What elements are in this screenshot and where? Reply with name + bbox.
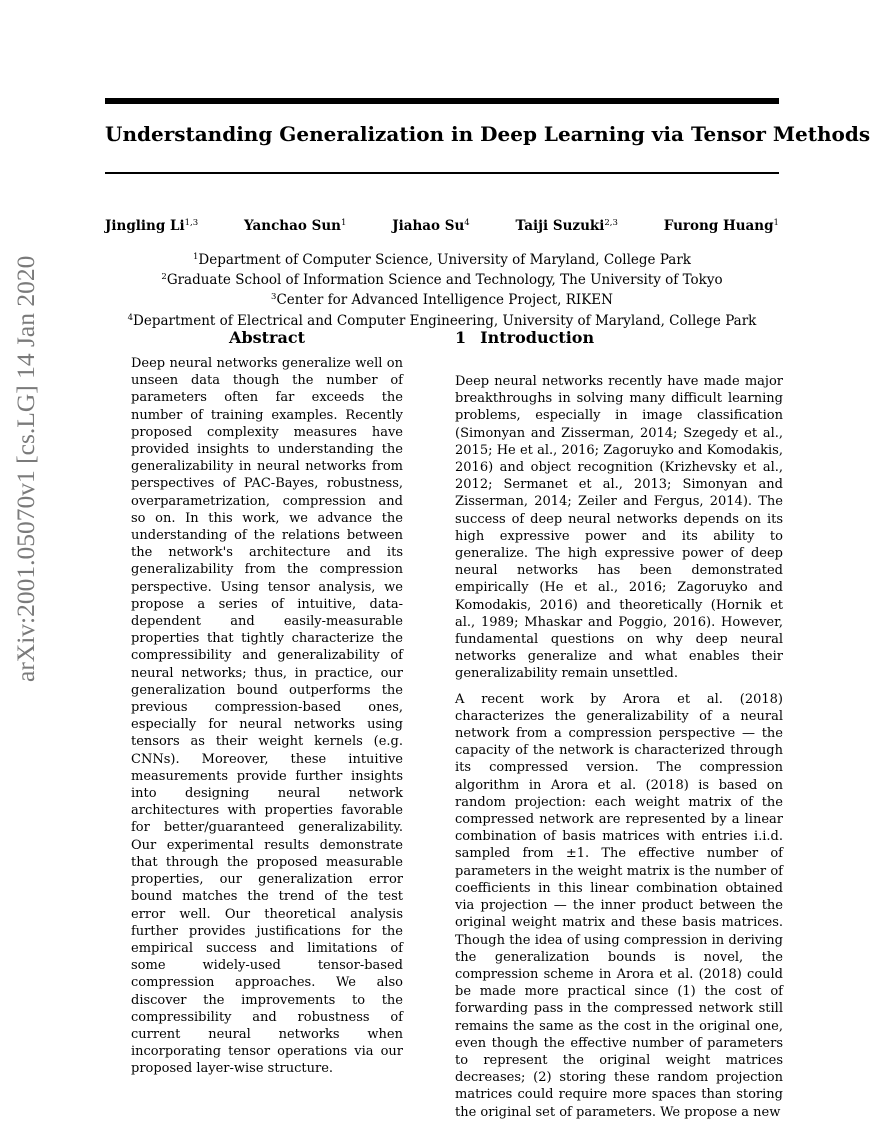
- paper-title: Understanding Generalization in Deep Learning via Tensor Methods: [105, 122, 870, 146]
- section-number: 1: [455, 328, 467, 347]
- affiliation: $^1$Department of Computer Science, University of Maryland, College Park: [193, 252, 691, 268]
- author: Jingling Li$^{1,3}$: [105, 218, 199, 234]
- section-title: Introduction: [480, 328, 595, 347]
- affiliation: $^2$Graduate School of Information Science and Technology, The University of Tokyo: [161, 272, 723, 289]
- affiliation: $^3$Center for Advanced Intelligence Project, RIKEN: [271, 292, 613, 309]
- affiliation: $^4$Department of Electrical and Computer Engineering, University of Maryland, College Park: [127, 312, 757, 329]
- introduction-heading: [455, 328, 594, 347]
- author: Taiji Suzuki$^{2,3}$: [515, 218, 618, 234]
- arxiv-identifier: arXiv:2001.05070v1 [cs.LG] 14 Jan 2020: [11, 255, 40, 682]
- title-bottom-rule: [105, 172, 779, 174]
- abstract-heading: Abstract: [229, 328, 305, 347]
- title-top-rule: [105, 98, 779, 104]
- abstract-paragraph: Deep neural networks generalize well on unseen data though the number of parameters often far exceeds the number of training examples. Recently proposed complexity measures have provided insights to understanding the generalizability in neural networks from perspectives of PAC-Bayes, robustness, overparametrization, compression and so on. In this work, we advance the understanding of the relations between the network's architecture and its generalizability from the compression perspective. Using tensor analysis, we propose a series of intuitive, data-dependent and easily-measurable properties that tightly characterize the compressibility and generalizability of neural networks; thus, in practice, our generalization bound outperforms the previous compression-based ones, especially for neural networks using tensors as their weight kernels (e.g. CNNs). Moreover, these intuitive measurements provide further insights into designing neural network architectures with properties favorable for better/guaranteed generalizability. Our experimental results demonstrate that through the proposed measurable properties, our generalization error bound matches the trend of the test error well. Our theoretical analysis further provides justifications for the empirical success and limitations of some widely-used tensor-based compression approaches. We also discover the improvements to the compressibility and robustness of current neural networks when incorporating tensor operations via our proposed layer-wise structure.: [131, 356, 403, 1077]
- author: Jiahao Su$^4$: [392, 218, 470, 234]
- abstract-text: [131, 355, 403, 1078]
- affiliation-list: [105, 249, 779, 330]
- author: Yanchao Sun$^1$: [243, 218, 347, 234]
- author: Furong Huang$^1$: [663, 218, 779, 234]
- introduction-paragraph: Deep neural networks recently have made major breakthroughs in solving many difficult learning problems, especially in image classification (Simonyan and Zisserman, 2014; Szegedy et al., 2015; He et al., 2016; Zagoruyko and Komodakis, 2016) and object recognition (Krizhevsky et al., 2012; Sermanet et al., 2013; Simonyan and Zisserman, 2014; Zeiler and Fergus, 2014). The success of deep neural networks depends on its high expressive power and its ability to generalize. The high expressive power of deep neural networks has been demonstrated empirically (He et al., 2016; Zagoruyko and Komodakis, 2016) and theoretically (Hornik et al., 1989; Mhaskar and Poggio, 2016). However, fundamental questions on why deep neural networks generalize and what enables their generalizability remain unsettled.: [455, 374, 783, 682]
- author-list: [105, 218, 779, 234]
- introduction-text: [455, 373, 783, 1120]
- introduction-paragraph: A recent work by Arora et al. (2018) characterizes the generalizability of a neural network from a compression perspective — the capacity of the network is characterized through its compressed version. The compression algorithm in Arora et al. (2018) is based on random projection: each weight matrix of the compressed network are represented by a linear combination of basis matrices with entries i.i.d. sampled from ±1. The effective number of parameters in the weight matrix is the number of coefficients in this linear combination obtained via projection — the inner product between the original weight matrix and these basis matrices. Though the idea of using compression in deriving the generalization bounds is novel, the compression scheme in Arora et al. (2018) could be made more practical since (1) the cost of forwarding pass in the compressed network still remains the same as the cost in the original one, even though the effective number of parameters to represent the original weight matrices decreases; (2) storing these random projection matrices could require more spaces than storing the original set of parameters. We propose a new: [455, 691, 783, 1120]
